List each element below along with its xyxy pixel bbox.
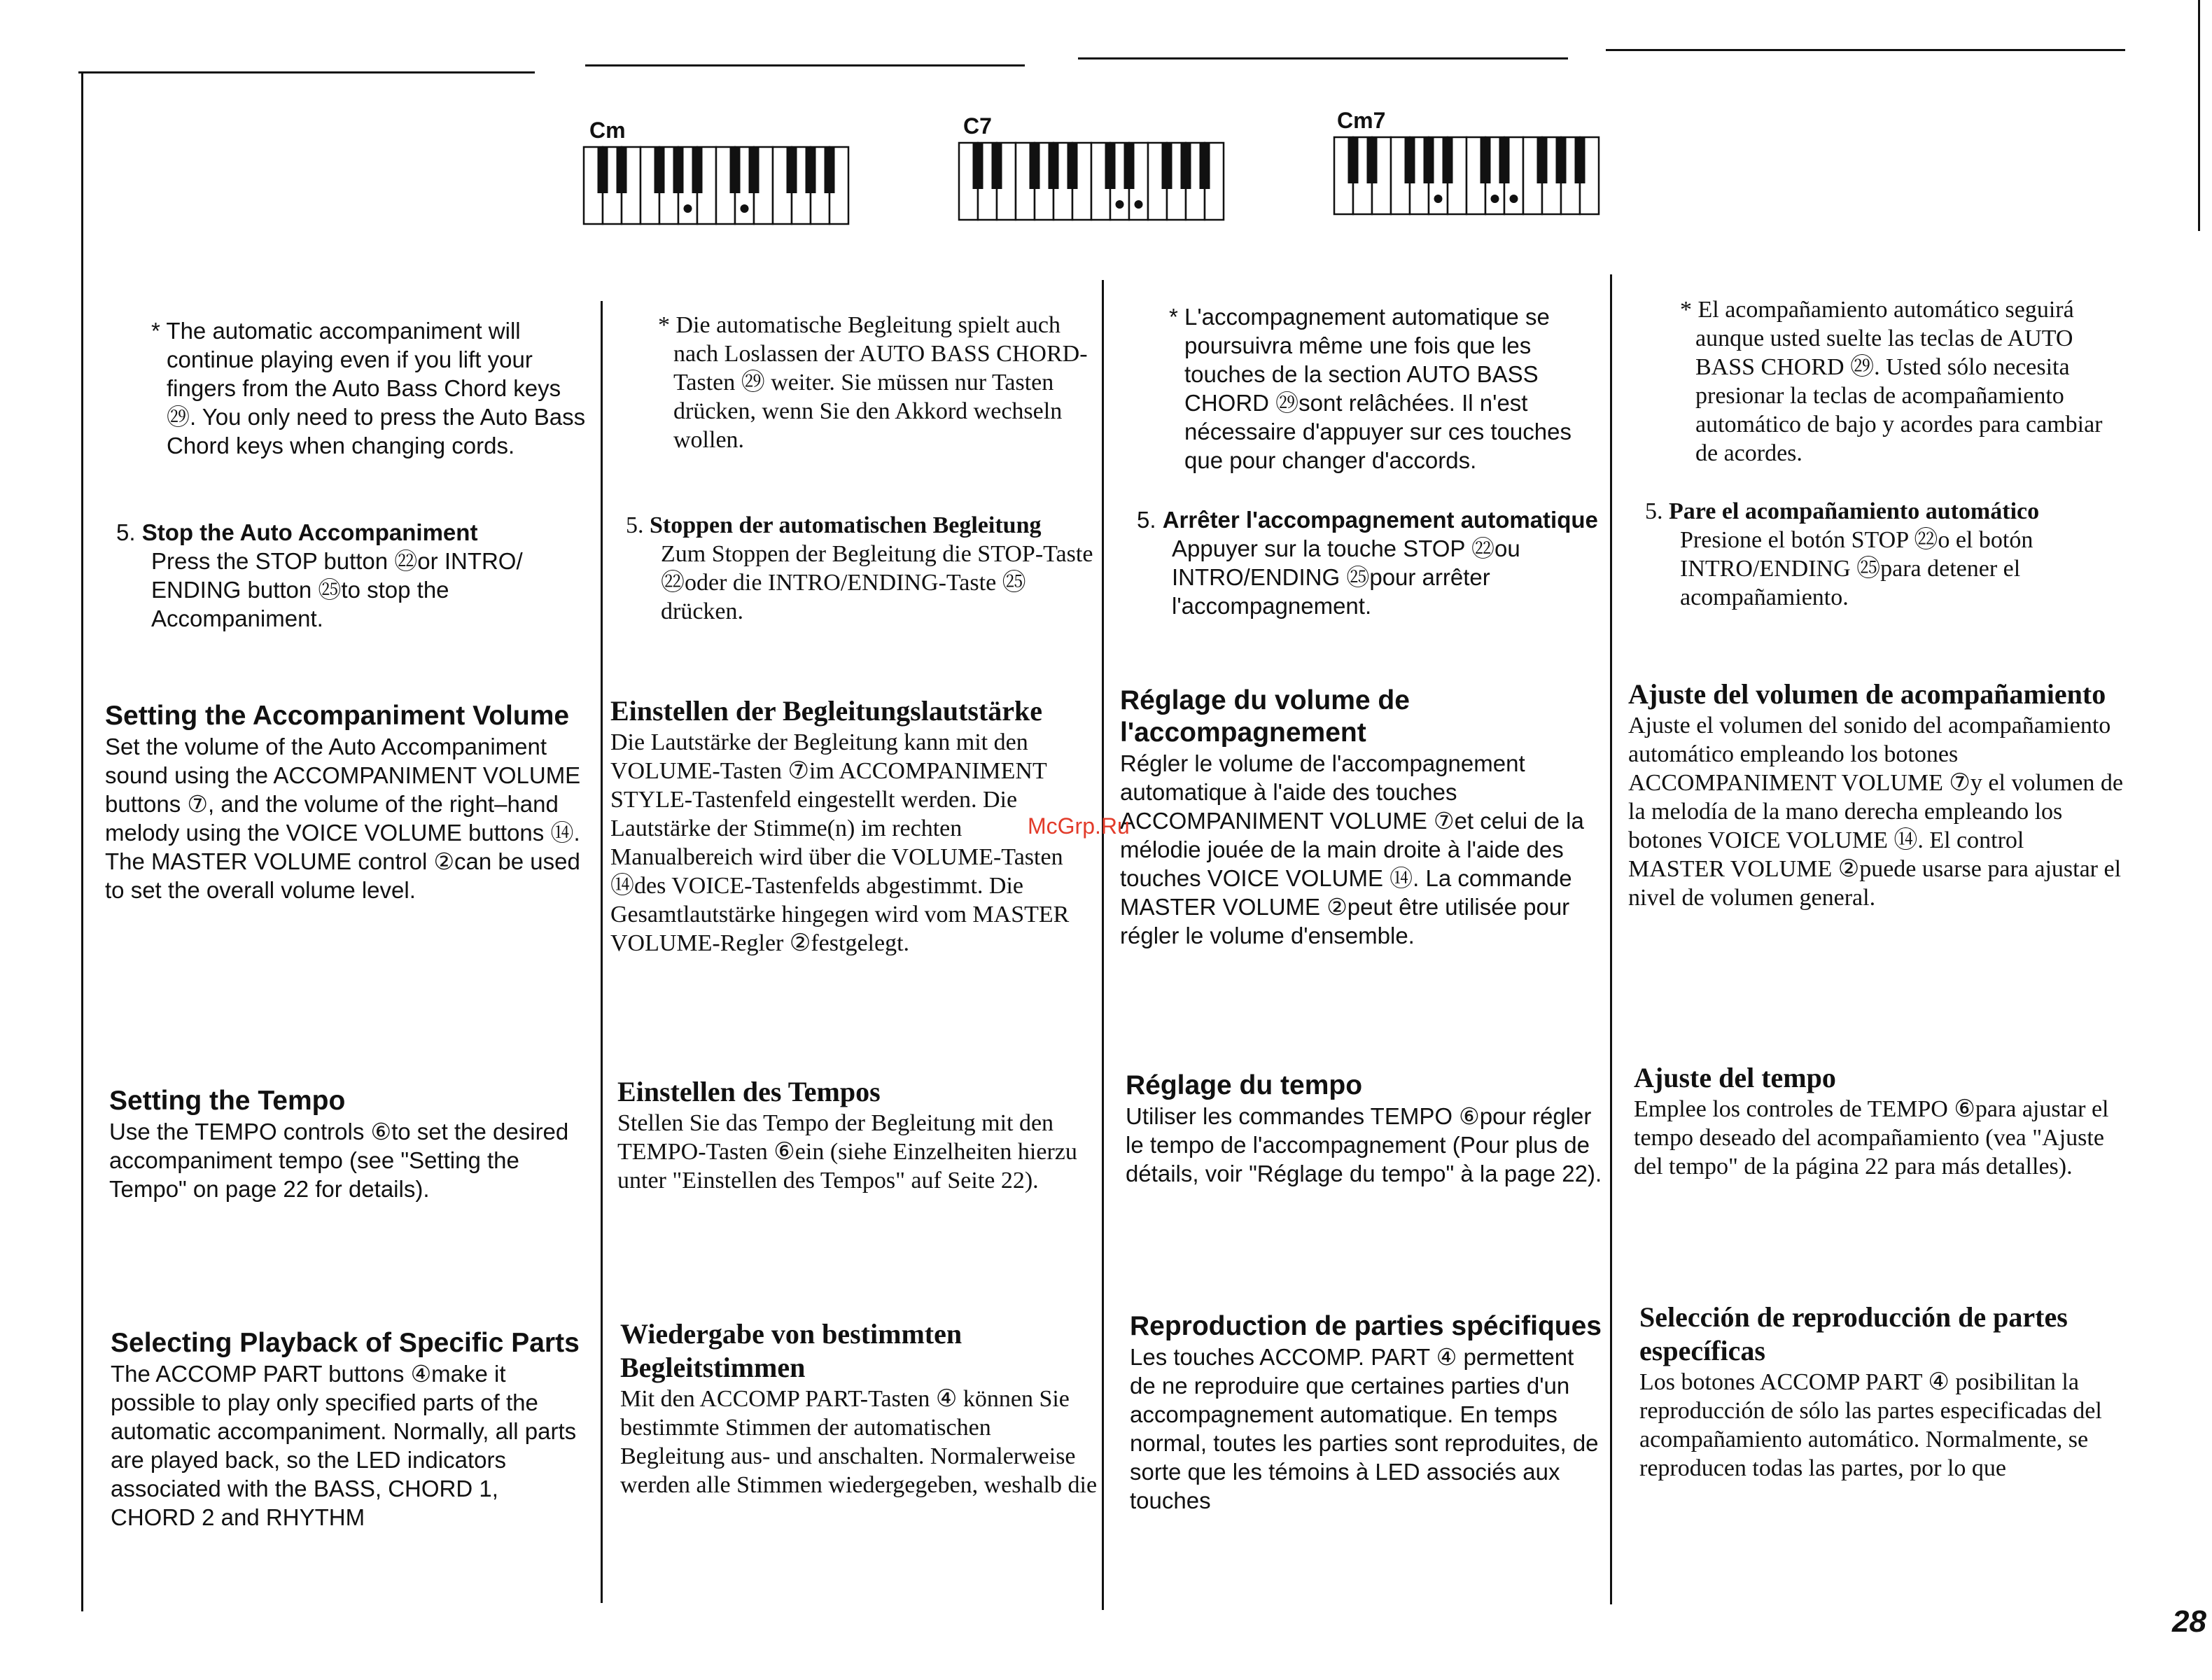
- step-number: 5.: [1137, 507, 1156, 533]
- section-heading: Setting the Accompaniment Volume: [105, 701, 570, 731]
- black-key: [825, 147, 835, 193]
- section-body: Use the TEMPO controls ⑥to set the desired accompaniment tempo (see "Setting the Tempo" on page 22 for details).: [109, 1119, 569, 1202]
- volume-section: [1120, 685, 1603, 950]
- step-body: Appuyer sur la touche STOP ㉒ou INTRO/ENDING ㉕pour arrêter l'accompagnement.: [1172, 536, 1520, 619]
- section-body: Ajuste el volumen del sonido del acompañamiento automático empleando los botones ACCOMPANIMENT VOLUME ⑦y el volumen de la melodía de la mano derecha empleando los botones VOICE VOLUME ⑭. El control MASTER VOLUME ②puede usarse para ajustar el nivel de volumen general.: [1628, 713, 2124, 911]
- black-key: [1424, 137, 1434, 183]
- stop-step: [1645, 497, 2125, 612]
- black-key: [806, 147, 816, 193]
- black-key: [1124, 143, 1135, 189]
- page-number: 28: [2172, 1604, 2206, 1639]
- black-key: [1181, 143, 1191, 189]
- section-body: Stellen Sie das Tempo der Begleitung mit den TEMPO-Tasten ⑥ein (siehe Einzelheiten hierzu unter "Einstellen des Tempos" auf Seite 22).: [617, 1110, 1077, 1194]
- step-title: Stoppen der automatischen Begleitung: [650, 512, 1042, 538]
- parts-section: [1639, 1301, 2125, 1483]
- step-number: 5.: [626, 512, 644, 538]
- black-key: [1105, 143, 1116, 189]
- column-divider-3: [1610, 274, 1612, 1604]
- black-key: [1443, 137, 1453, 183]
- step-number: 5.: [1645, 498, 1663, 524]
- section-heading: Reproduction de parties spécifiques: [1130, 1311, 1602, 1341]
- black-key: [1068, 143, 1078, 189]
- step-body: Presione el botón STOP ㉒o el botón INTRO/ENDING ㉕para detener el acompañamiento.: [1680, 527, 2033, 610]
- black-key: [617, 147, 627, 193]
- step-body: Zum Stoppen der Begleitung die STOP-Taste ㉒oder die INTRO/ENDING-Taste ㉕drücken.: [661, 541, 1093, 624]
- black-key: [1556, 137, 1567, 183]
- section-heading: Ajuste del volumen de acompañamiento: [1628, 678, 2106, 710]
- keyboard-diagram: [1333, 136, 1604, 218]
- top-rule-4: [1606, 49, 2125, 51]
- parts-section: [620, 1317, 1098, 1499]
- section-heading: Ajuste del tempo: [1634, 1062, 1836, 1093]
- step-number: 5.: [116, 519, 136, 545]
- auto-accompaniment-note: * Die automatische Begleitung spielt auch nach Loslassen der AUTO BASS CHORD-Tasten ㉙ weiter. Sie müssen nur Tasten drücken, wenn Sie den Akkord wechseln wollen.: [658, 312, 1088, 453]
- auto-accompaniment-note: * L'accompagnement automatique se poursuivra même une fois que les touches de la section AUTO BASS CHORD ㉙sont relâchées. Il n'est nécessaire d'appuyer sur ces touches que pour changer d'accords.: [1169, 304, 1572, 473]
- left-frame-line: [81, 71, 83, 1611]
- black-key: [1162, 143, 1172, 189]
- section-body: Set the volume of the Auto Accompaniment sound using the ACCOMPANIMENT VOLUME buttons ⑦, and the volume of the right–hand melody using the VOICE VOLUME buttons ⑭. The MASTER VOLUME control ②can be used to set the overall volume level.: [105, 734, 581, 903]
- top-rule-2: [585, 64, 1025, 66]
- section-heading: Réglage du volume de l'accompagnement: [1120, 685, 1410, 748]
- stop-step: [626, 511, 1098, 626]
- watermark-text: McGrp.Ru: [1028, 813, 1130, 839]
- tempo-section: [1634, 1061, 2125, 1181]
- section-heading: Setting the Tempo: [109, 1086, 346, 1116]
- section-heading: Réglage du tempo: [1126, 1070, 1363, 1100]
- black-key: [1367, 137, 1378, 183]
- top-rule-3: [1078, 57, 1568, 59]
- tempo-section: [617, 1075, 1098, 1195]
- chord-note-dot: [1491, 195, 1499, 203]
- step-body: Press the STOP button ㉒or INTRO/ ENDING button ㉕to stop the Accompaniment.: [151, 548, 523, 631]
- chord-name: Cm: [589, 118, 626, 143]
- section-body: The ACCOMP PART buttons ④make it possible to play only specified parts of the automatic accompaniment. Normally, all parts are played back, so the LED indicators associated with the BASS, CHORD 1, CHORD 2 and RHYTHM: [111, 1361, 577, 1530]
- column-divider-2: [1102, 280, 1104, 1610]
- volume-section: [105, 700, 588, 904]
- section-body: Utiliser les commandes TEMPO ⑥pour régler le tempo de l'accompagnement (Pour plus de détails, voir "Réglage du tempo" à la page 22).: [1126, 1103, 1602, 1186]
- chord-note-dot: [1434, 195, 1443, 203]
- step-title: Arrêter l'accompagnement automatique: [1162, 507, 1598, 533]
- section-heading: Wiedergabe von bestimmten Begleitstimmen: [620, 1318, 962, 1383]
- chord-diagram-cm7: [1333, 108, 1606, 220]
- auto-accompaniment-note: * El acompañamiento automático seguirá aunque usted suelte las teclas de AUTO BASS CHORD ㉙. Usted sólo necesita presionar la teclas de acompañamiento automático de bajo y acordes para cambiar de acordes.: [1680, 297, 2103, 466]
- black-key: [1480, 137, 1491, 183]
- chord-note-dot: [1510, 195, 1518, 203]
- volume-section: [610, 694, 1098, 958]
- section-body: Mit den ACCOMP PART-Tasten ④ können Sie bestimmte Stimmen der automatischen Begleitung aus- und anschalten. Normalerweise werden alle Stimmen wiedergegeben, weshalb die: [620, 1386, 1098, 1498]
- chord-note-dot: [1135, 200, 1143, 209]
- chord-diagram-cm: [582, 118, 855, 230]
- black-key: [992, 143, 1002, 189]
- column-divider-1: [601, 301, 603, 1603]
- chord-note-dot: [741, 204, 749, 213]
- parts-section: [1130, 1310, 1603, 1515]
- chord-diagram-c7: [958, 113, 1231, 225]
- black-key: [1200, 143, 1210, 189]
- chord-name: C7: [963, 113, 992, 139]
- step-title: Pare el acompañamiento automático: [1669, 498, 2040, 524]
- black-key: [692, 147, 703, 193]
- stop-step: [116, 518, 588, 633]
- black-key: [1348, 137, 1359, 183]
- black-key: [973, 143, 983, 189]
- section-heading: Einstellen der Begleitungslautstärke: [610, 695, 1043, 727]
- tempo-section: [109, 1085, 588, 1203]
- tempo-section: [1126, 1070, 1603, 1188]
- top-rule-1: [78, 71, 535, 74]
- parts-section: [111, 1327, 588, 1532]
- right-edge-line: [2198, 0, 2200, 231]
- section-body: Die Lautstärke der Begleitung kann mit den VOLUME-Tasten ⑦im ACCOMPANIMENT STYLE-Tastenfeld eingestellt werden. Die Lautstärke der Stimme(n) im rechten Manualbereich wird über die VOLUME-Tasten ⑭des VOICE-Tastenfelds abgestimmt. Die Gesamtlautstärke hingegen wird vom MASTER VOLUME-Regler ②festgelegt.: [610, 729, 1070, 956]
- black-key: [749, 147, 760, 193]
- chord-note-dot: [684, 204, 692, 213]
- chord-note-dot: [1116, 200, 1124, 209]
- black-key: [673, 147, 684, 193]
- black-key: [1405, 137, 1415, 183]
- step-title: Stop the Auto Accompaniment: [141, 519, 478, 545]
- section-heading: Selecting Playback of Specific Parts: [111, 1328, 580, 1358]
- black-key: [787, 147, 797, 193]
- section-heading: Selección de reproducción de partes específicas: [1639, 1301, 2068, 1366]
- section-body: Régler le volume de l'accompagnement automatique à l'aide des touches ACCOMPANIMENT VOLUME ⑦et celui de la mélodie jouée de la main droite à l'aide des touches VOICE VOLUME ⑭. La commande MASTER VOLUME ②peut être utilisée pour régler le volume d'ensemble.: [1120, 750, 1584, 948]
- volume-section: [1628, 678, 2125, 912]
- black-key: [1499, 137, 1510, 183]
- section-body: Los botones ACCOMP PART ④ posibilitan la reproducción de sólo las partes especificadas del acompañamiento automático. Normalmente, se reproducen todas las partes, por lo que: [1639, 1369, 2102, 1481]
- keyboard-diagram: [582, 146, 854, 228]
- black-key: [654, 147, 665, 193]
- black-key: [730, 147, 741, 193]
- black-key: [598, 147, 608, 193]
- section-body: Emplee los controles de TEMPO ⑥para ajustar el tempo deseado del acompañamiento (vea "Ajuste del tempo" de la página 22 para más detalles).: [1634, 1096, 2109, 1180]
- section-body: Les touches ACCOMP. PART ④ permettent de ne reproduire que certaines parties d'un accompagnement automatique. En temps normal, toutes les parties sont reproduites, de sorte que les témoins à LED associés aux touches: [1130, 1344, 1599, 1513]
- keyboard-diagram: [958, 141, 1229, 224]
- stop-step: [1137, 505, 1603, 620]
- black-key: [1575, 137, 1586, 183]
- chord-name: Cm7: [1337, 108, 1386, 133]
- section-heading: Einstellen des Tempos: [617, 1076, 881, 1107]
- black-key: [1537, 137, 1548, 183]
- black-key: [1049, 143, 1059, 189]
- black-key: [1030, 143, 1040, 189]
- auto-accompaniment-note: * The automatic accompaniment will continue playing even if you lift your fingers from the Auto Bass Chord keys ㉙. You only need to press the Auto Bass Chord keys when changing cords.: [151, 318, 586, 458]
